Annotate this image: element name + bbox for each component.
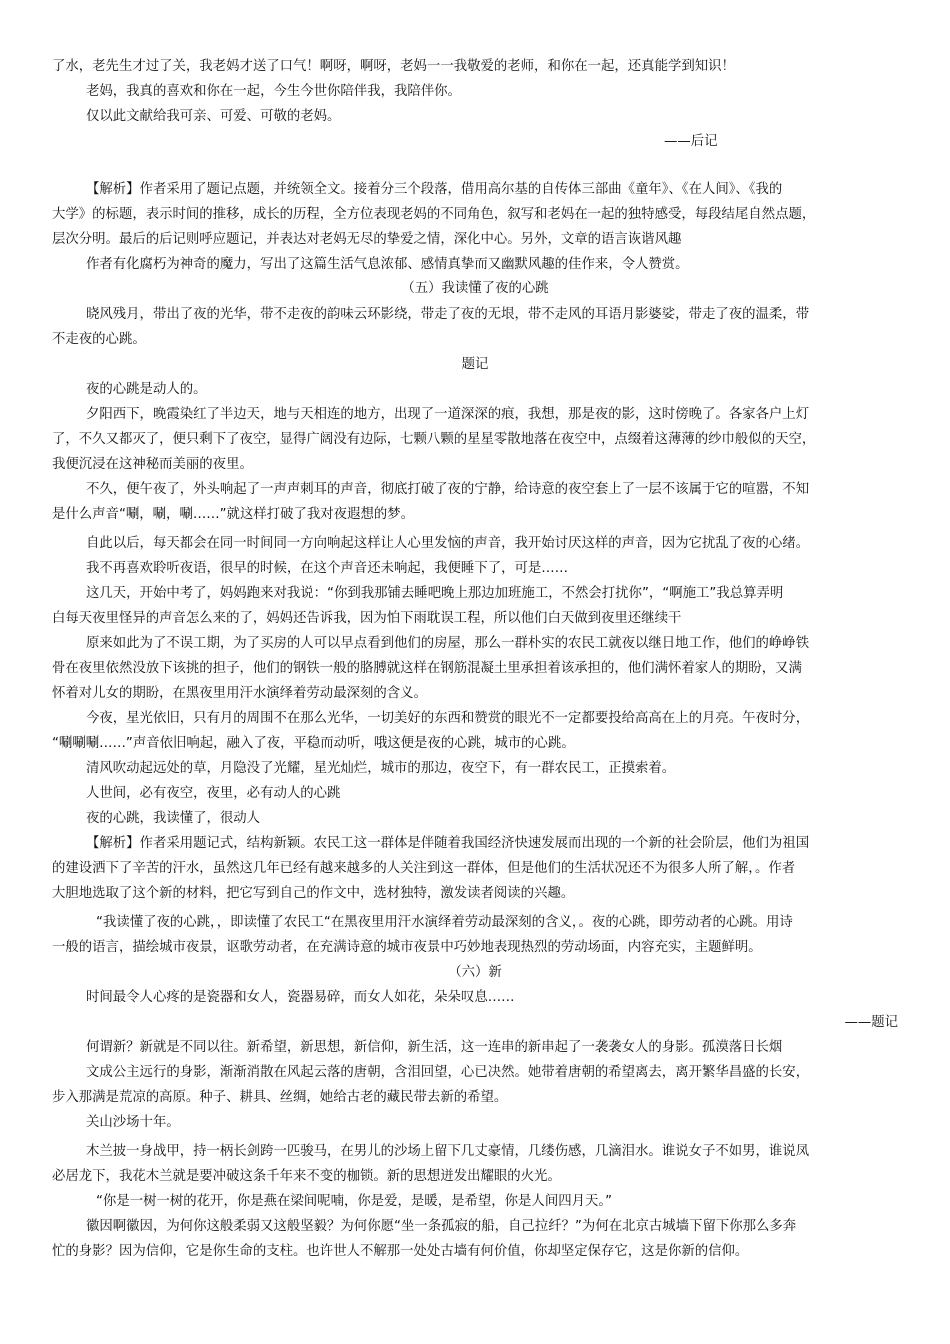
text-line: 夜的心跳是动人的。 <box>86 382 207 397</box>
analysis-line: 【解析】作者采用题记式，结构新颖。农民工这一群体是伴随着我国经济快速发展而出现的一个新的社会阶层，他们为祖国 <box>86 836 810 851</box>
text-line: 这几天，开始中考了，妈妈跑来对我说：“你到我那铺去睡吧晚上那边加班施工，不然会打扰你”，“啊施工”我总算弄明 <box>86 586 784 601</box>
text-line: 清风吹动起远处的草，月隐没了光耀，星光灿烂，城市的那边，夜空下，有一群农民工，正摸索着。 <box>86 761 676 776</box>
text-line: 步入那满是荒凉的高原。种子、耕具、丝绸，她给古老的藏民带去新的希望。 <box>52 1090 508 1105</box>
analysis-line: 一般的语言，描绘城市夜景，讴歌劳动者，在充满诗意的城市夜景中巧妙地表现热烈的劳动场面，内容充实，主题鲜明。 <box>52 940 762 955</box>
text-line: 了水，老先生才过了关，我老妈才送了口气！啊呀，啊呀，老妈一一我敬爱的老师，和你在一起，还真能学到知识！ <box>52 59 735 74</box>
section-title: （六）新 <box>448 965 502 980</box>
epigraph-label: 题记 <box>461 357 489 372</box>
text-line: 骨在夜里依然没放下该挑的担子，他们的钢铁一般的胳膊就这样在钢筋混凝土里承担着该承担的，他们满怀着家人的期盼，又满 <box>52 661 802 676</box>
text-line: 关山沙场十年。 <box>86 1115 180 1130</box>
text-line: 晓风残月，带出了夜的光华，带不走夜的韵味云环影绕，带走了夜的无垠，带不走风的耳语月影婆娑，带走了夜的温柔，带 <box>86 307 810 322</box>
text-line: 我便沉浸在这神秘而美丽的夜里。 <box>52 457 253 472</box>
text-line: 何谓新？新就是不同以往。新希望，新思想，新信仰，新生活，这一连串的新串起了一袭袭女人的身影。孤漠落日长烟 <box>86 1040 783 1055</box>
text-line: 今夜，星光依旧，只有月的周围不在那么光华，一切美好的东西和赞赏的眼光不一定都要投给高高在上的月亮。午夜时分， <box>86 711 810 726</box>
analysis-line: 层次分明。最后的后记则呼应题记，并表达对老妈无尽的挚爱之情，深化中心。另外，文章的语言诙谐风趣 <box>52 232 682 247</box>
text-line: 人世间，必有夜空，夜里，必有动人的心跳 <box>86 786 341 801</box>
text-line: 必居龙下，我花木兰就是要冲破这条千年来不变的枷锁。新的思想迸发出耀眼的火光。 <box>52 1169 561 1184</box>
analysis-line: 作者有化腐朽为神奇的魔力，写出了这篇生活气息浓郁、感情真挚而又幽默风趣的佳作来，令人赞赏。 <box>86 257 689 272</box>
text-line: 夕阳西下，晚霞染红了半边天，地与天相连的地方，出现了一道深深的痕，我想，那是夜的影，这时傍晚了。各家各户上灯 <box>86 407 810 422</box>
text-line: “唰唰唰……”声音依旧响起，融入了夜，平稳而动听，哦这便是夜的心跳，城市的心跳。 <box>52 736 575 751</box>
text-line: 徽因啊徽因，为何你这般柔弱又这般坚毅？为何你愿“坐一条孤寂的船，自己拉纤？”为何在北京古城墙下留下你那么多奔 <box>86 1219 797 1234</box>
text-line: 夜的心跳，我读懂了，很动人 <box>86 811 261 826</box>
analysis-line: 大胆地选取了这个新的材料，把它写到自己的作文中，选材独特，激发读者阅读的兴趣。 <box>52 886 575 901</box>
text-line: 了，不久又都灭了，便只剩下了夜空，显得广阔没有边际，七颗八颗的星星零散地落在夜空中，点缀着这薄薄的纱巾般似的天空， <box>52 432 816 447</box>
text-line: 仅以此文献给我可亲、可爱、可敬的老妈。 <box>86 109 341 124</box>
text-line: 是什么声音“唰，唰，唰……”就这样打破了我对夜遐想的梦。 <box>52 507 415 522</box>
analysis-line: 大学》的标题，表示时间的推移，成长的历程，全方位表现老妈的不同角色，叙写和老妈在一起的独特感受，每段结尾自然点题， <box>52 207 816 222</box>
afterword-signature: ——后记 <box>664 134 718 149</box>
text-line: 不走夜的心跳。 <box>52 332 146 347</box>
analysis-line: “我读懂了夜的心跳，，即读懂了农民工“在黑夜里用汗水演绎着劳动最深刻的含义，。夜的心跳，即劳动者的心跳。用诗 <box>96 915 793 930</box>
text-line: 自此以后，每天都会在同一时间同一方向响起这样让人心里发恼的声音，我开始讨厌这样的声音，因为它扰乱了夜的心绪。 <box>86 536 810 551</box>
text-line: 文成公主远行的身影，渐渐消散在风起云落的唐朝，含泪回望，心已决然。她带着唐朝的希望离去，离开繁华昌盛的长安， <box>86 1065 810 1080</box>
epigraph-line: 时间最令人心疼的是瓷器和女人，瓷器易碎，而女人如花，朵朵叹息…… <box>86 990 515 1005</box>
analysis-line: 【解析】作者采用了题记点题，并统领全文。接着分三个段落，借用高尔基的自传体三部曲《童年》、《在人间》、《我的 <box>86 182 783 197</box>
text-line: 不久，便午夜了，外头响起了一声声刺耳的声音，彻底打破了夜的宁静，给诗意的夜空套上了一层不该属于它的喧嚣，不知 <box>86 482 810 497</box>
section-title: （五）我读懂了夜的心跳 <box>401 281 549 296</box>
text-line: 我不再喜欢聆听夜语，很早的时候，在这个声音还未响起，我便睡下了，可是…… <box>86 561 569 576</box>
text-line: 忙的身影？因为信仰，它是你生命的支柱。也许世人不解那一处处古墙有何价值，你却坚定保存它，这是你新的信仰。 <box>52 1244 749 1259</box>
text-line: 原来如此为了不误工期，为了买房的人可以早点看到他们的房屋，那么一群朴实的农民工就夜以继日地工作，他们的峥峥铁 <box>86 636 810 651</box>
epigraph-signature: ——题记 <box>844 1015 898 1030</box>
text-line: 白每天夜里怪异的声音怎么来的了，妈妈还告诉我，因为怕下雨耽误工程，所以他们白天做到夜里还继续干 <box>52 611 682 626</box>
text-line: 怀着对儿女的期盼，在黑夜里用汗水演绎着劳动最深刻的含义。 <box>52 686 427 701</box>
analysis-line: 的建设洒下了辛苦的汗水，虽然这几年已经有越来越多的人关注到这一群体，但是他们的生活状况还不为很多人所了解，。作者 <box>52 861 796 876</box>
text-line: 木兰披一身战甲，持一柄长剑跨一匹骏马，在男儿的沙场上留下几丈豪情，几缕伤感，几滴泪水。谁说女子不如男，谁说凤 <box>86 1144 810 1159</box>
text-line: 老妈，我真的喜欢和你在一起，今生今世你陪伴我，我陪伴你。 <box>86 84 461 99</box>
quote-line: “你是一树一树的花开，你是燕在梁间呢喃，你是爱，是暖，是希望，你是人间四月天。” <box>96 1194 613 1209</box>
